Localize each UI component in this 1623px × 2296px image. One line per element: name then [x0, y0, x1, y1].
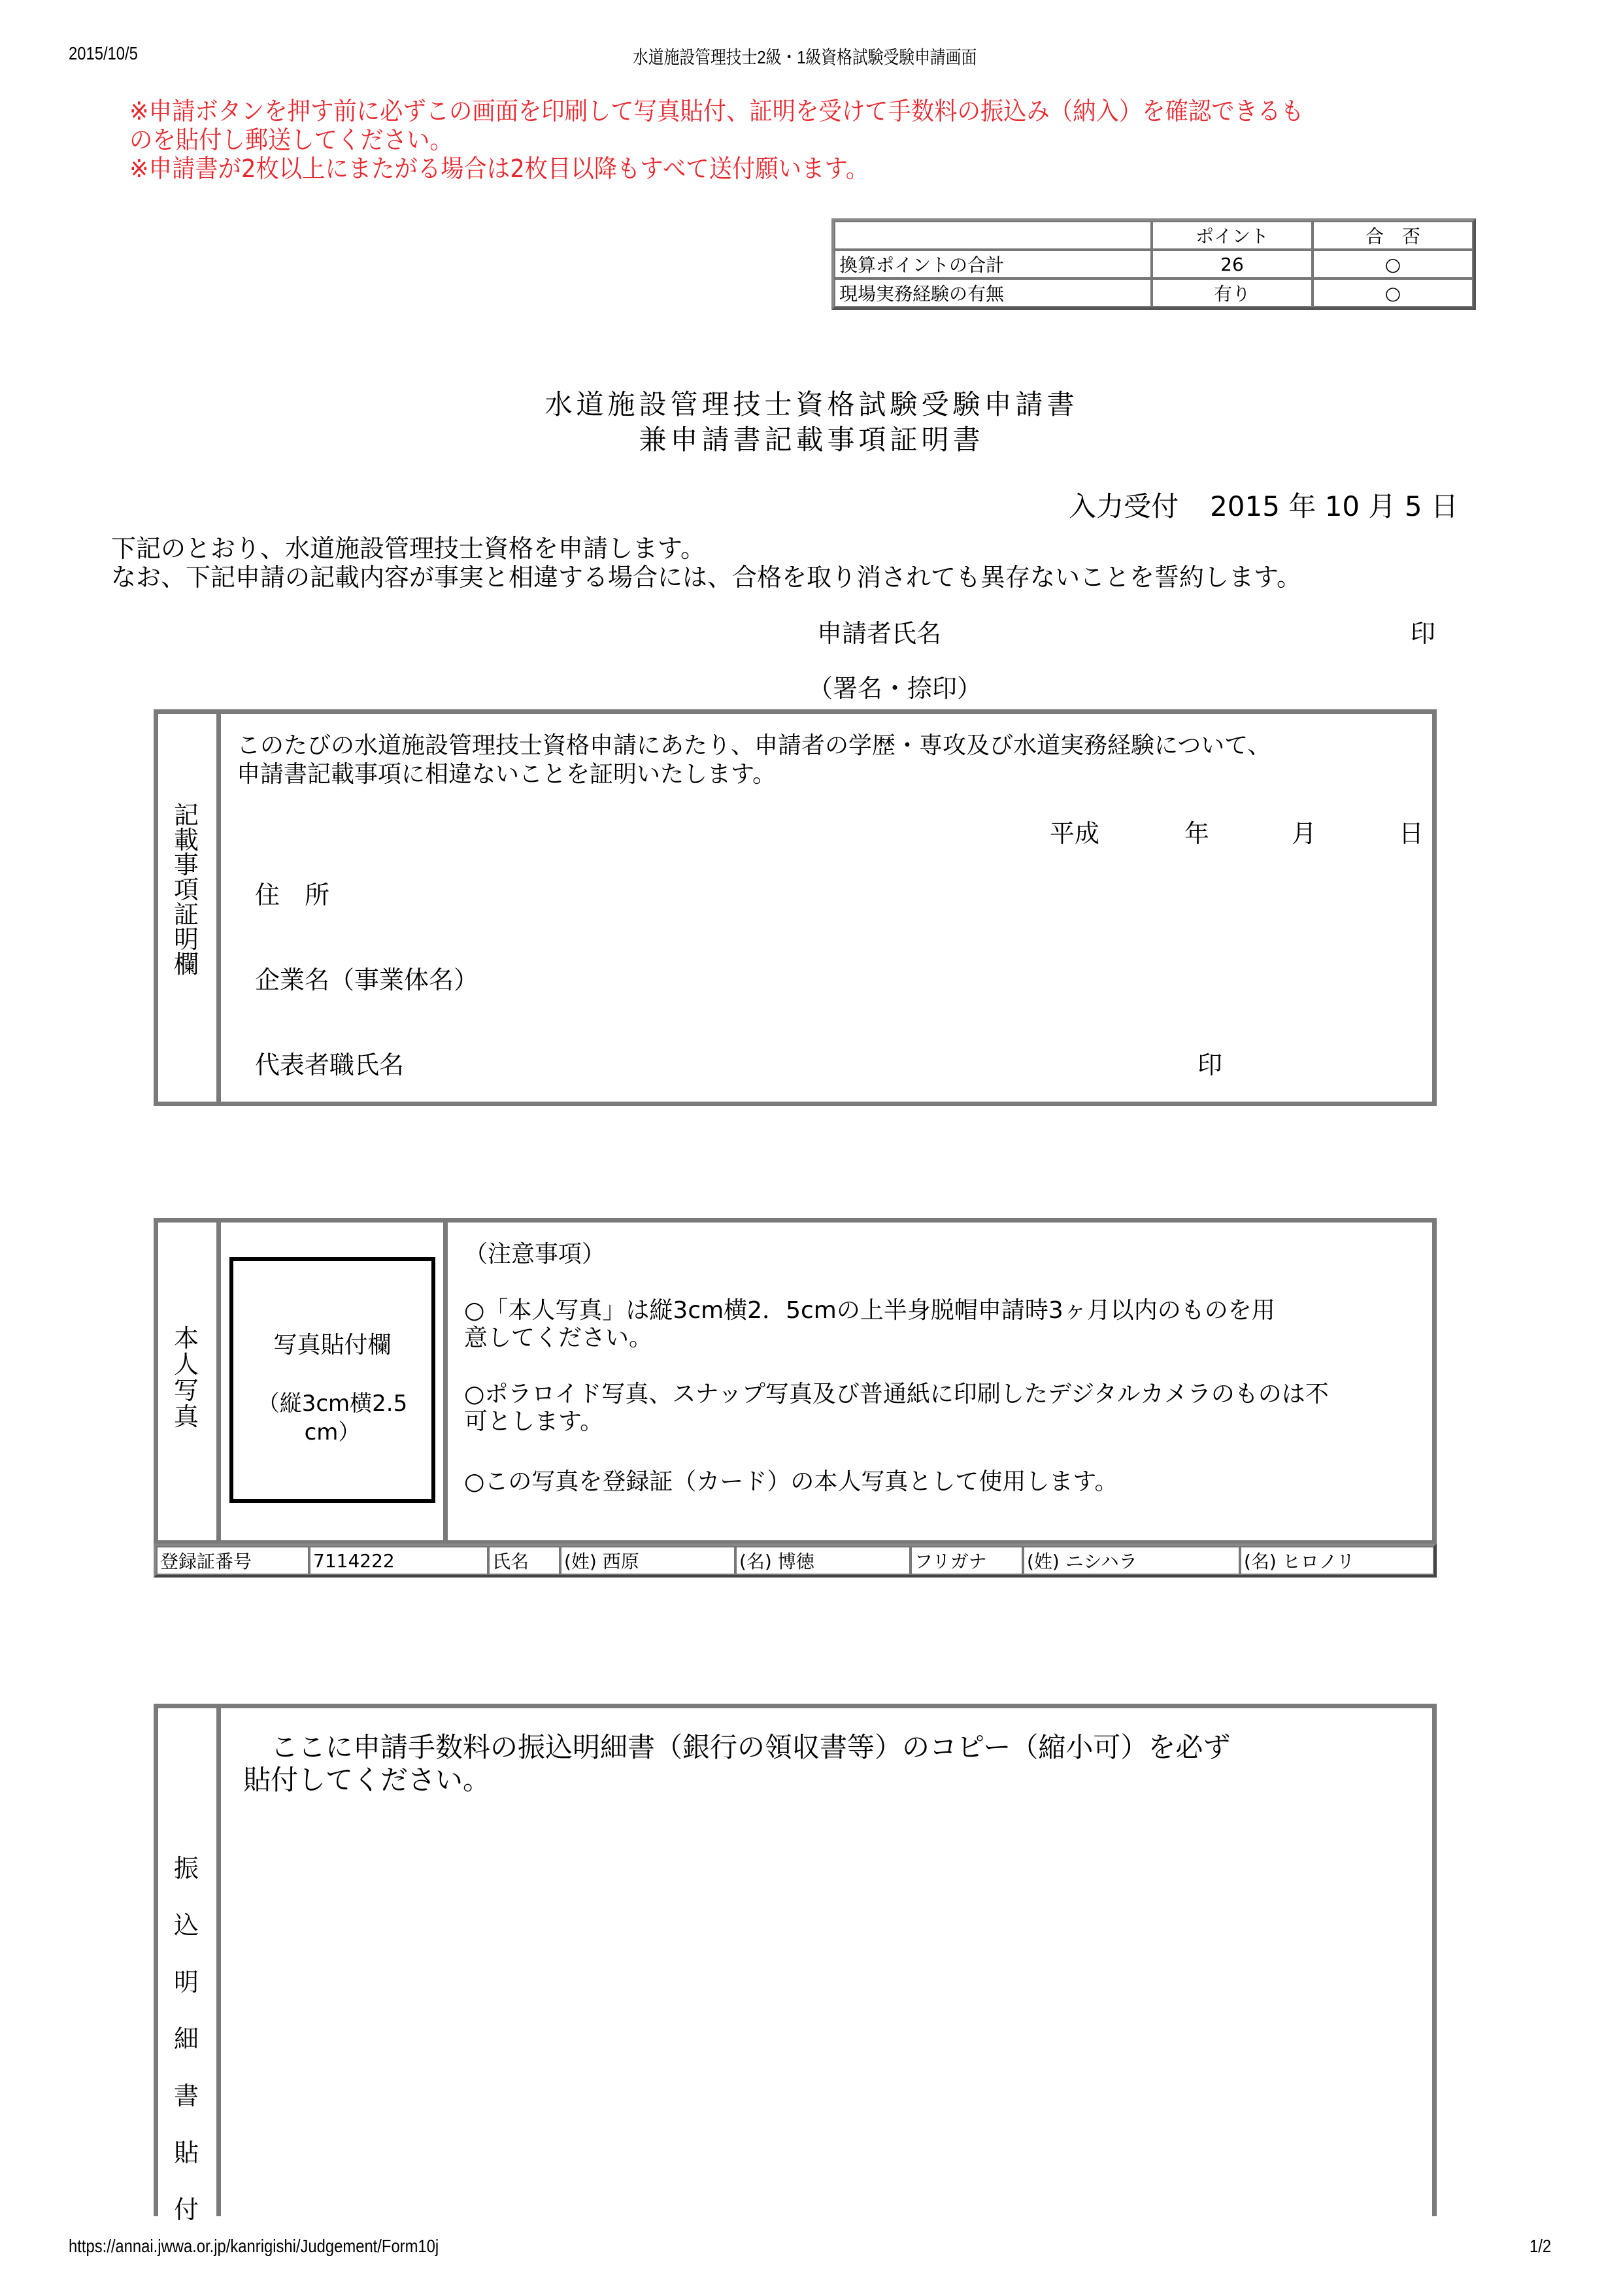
print-date: 2015/10/5 — [69, 43, 138, 63]
reg-kana-label: フリガナ — [911, 1546, 1023, 1575]
representative-label: 代表者職氏名 — [255, 1051, 405, 1079]
score-table-header — [834, 221, 1473, 250]
certification-side-label — [170, 803, 203, 977]
reg-surname: (姓) 西原 — [560, 1546, 735, 1575]
side-char: 付 — [173, 2195, 199, 2224]
receipt-date-label: 入力受付 — [1069, 490, 1179, 522]
certification-text-line-2: 申請書記載事項に相違ないことを証明いたします。 — [237, 761, 777, 788]
receipt-year-unit: 年 — [1288, 490, 1316, 522]
registration-table — [154, 1544, 1437, 1578]
notice-line-3: ※申請書が2枚以上にまたがる場合は2枚目以降もすべて送付願います。 — [129, 154, 869, 183]
reg-number-value: 7114222 — [309, 1546, 488, 1575]
score-row-result: ○ — [1313, 250, 1473, 279]
photo-divider-2 — [443, 1218, 448, 1545]
payment-left-border — [154, 1704, 158, 2216]
receipt-date — [1069, 485, 1458, 524]
applicant-sign-note: （署名・捺印） — [808, 674, 982, 703]
form-title-line-1: 水道施設管理技士資格試験受験申請書 — [544, 388, 1079, 420]
reg-name-label: 氏名 — [488, 1546, 560, 1575]
table-row — [834, 250, 1473, 279]
side-char: 貼 — [173, 2138, 199, 2167]
side-char: 証 — [173, 900, 199, 929]
note-3: ○この写真を登録証（カード）の本人写真として使用します。 — [464, 1468, 1118, 1495]
score-header-point: ポイント — [1152, 221, 1313, 250]
photo-attach-box — [229, 1257, 435, 1503]
note-1-line-2: 意してください。 — [464, 1325, 653, 1351]
side-char: 載 — [173, 826, 199, 854]
declaration-line-1: 下記のとおり、水道施設管理技士資格を申請します。 — [111, 534, 705, 563]
side-char: 項 — [173, 875, 199, 904]
notice-line-1: ※申請ボタンを押す前に必ずこの画面を印刷して写真貼付、証明を受けて手数料の振込み（納入）を確認できるも — [129, 97, 1304, 126]
score-row-point: 26 — [1152, 250, 1313, 279]
payment-text-line-1: ここに申請手数料の振込明細書（銀行の領収書等）のコピー（縮小可）を必ず — [243, 1731, 1231, 1763]
side-char: 事 — [173, 851, 199, 879]
photo-divider-1 — [216, 1218, 221, 1545]
table-row — [834, 279, 1473, 307]
print-title: 水道施設管理技士2級・1級資格試験受験申請画面 — [633, 47, 977, 67]
photo-box-size-2: cm） — [304, 1419, 361, 1445]
certification-day-unit: 日 — [1399, 819, 1424, 848]
score-row-label: 換算ポイントの合計 — [834, 250, 1152, 279]
side-char: 欄 — [173, 950, 199, 979]
notes-heading: （注意事項） — [464, 1241, 606, 1268]
note-2-line-2: 可とします。 — [464, 1408, 604, 1435]
payment-right-border — [1432, 1704, 1437, 2216]
applicant-seal: 印 — [1411, 619, 1436, 648]
note-1-line-1: ○「本人写真」は縦3cm横2．5cmの上半身脱帽申請時3ヶ月以内のものを用 — [464, 1297, 1275, 1324]
score-table — [831, 218, 1476, 310]
notice-line-2: のを貼付し郵送してください。 — [129, 126, 453, 154]
payment-divider — [216, 1704, 221, 2216]
side-char: 記 — [173, 801, 199, 830]
table-row — [156, 1546, 1434, 1575]
reg-number-label: 登録証番号 — [156, 1546, 309, 1575]
side-char: 書 — [173, 2082, 199, 2110]
footer-url: https://annai.jwwa.or.jp/kanrigishi/Judgement/Form10j — [69, 2236, 439, 2256]
receipt-day: 5 — [1404, 490, 1422, 522]
side-char: 人 — [173, 1349, 199, 1379]
score-row-label: 現場実務経験の有無 — [834, 279, 1152, 307]
score-row-result: ○ — [1313, 279, 1473, 307]
certification-year-unit: 年 — [1184, 819, 1210, 848]
side-char: 明 — [173, 1968, 199, 1997]
footer-page-number: 1/2 — [1530, 2236, 1552, 2256]
receipt-day-unit: 日 — [1430, 490, 1458, 522]
photo-box-title: 写真貼付欄 — [273, 1332, 392, 1359]
receipt-year: 2015 — [1210, 490, 1280, 522]
side-char: 写 — [173, 1376, 199, 1405]
reg-given-name: (名) 博徳 — [735, 1546, 911, 1575]
side-char: 真 — [173, 1402, 199, 1431]
reg-surname-kana: (姓) ニシハラ — [1023, 1546, 1240, 1575]
side-char: 明 — [173, 925, 199, 954]
photo-box-size-1: （縦3cm横2.5 — [257, 1391, 408, 1417]
side-char: 細 — [173, 2025, 199, 2053]
payment-side-label — [170, 1840, 203, 2238]
representative-seal: 印 — [1197, 1051, 1223, 1079]
declaration-line-2: なお、下記申請の記載内容が事実と相違する場合には、合格を取り消されても異存ないことを誓約します。 — [111, 563, 1301, 592]
side-char: 込 — [173, 1911, 199, 1940]
certification-divider — [216, 709, 221, 1106]
payment-top-border — [154, 1704, 1437, 1708]
side-char: 振 — [173, 1854, 199, 1883]
certification-month-unit: 月 — [1292, 819, 1317, 848]
receipt-month: 10 — [1324, 490, 1360, 522]
form-title-line-2: 兼申請書記載事項証明書 — [639, 424, 984, 456]
certification-era: 平成 — [1050, 819, 1100, 848]
reg-given-name-kana: (名) ヒロノリ — [1240, 1546, 1434, 1575]
receipt-month-unit: 月 — [1368, 490, 1396, 522]
company-label: 企業名（事業体名） — [255, 966, 479, 994]
applicant-name-label: 申請者氏名 — [817, 619, 942, 648]
score-header-blank — [834, 221, 1152, 250]
photo-side-label — [170, 1326, 203, 1430]
note-2-line-1: ○ポラロイド写真、スナップ写真及び普通紙に印刷したデジタルカメラのものは不 — [464, 1381, 1329, 1408]
address-label: 住 所 — [255, 881, 330, 909]
side-char: 本 — [173, 1324, 199, 1353]
payment-text-line-2: 貼付してください。 — [243, 1764, 491, 1796]
certification-text-line-1: このたびの水道施設管理技士資格申請にあたり、申請者の学歴・専攻及び水道実務経験について、 — [237, 732, 1271, 759]
score-header-result: 合 否 — [1313, 221, 1473, 250]
score-row-point: 有り — [1152, 279, 1313, 307]
